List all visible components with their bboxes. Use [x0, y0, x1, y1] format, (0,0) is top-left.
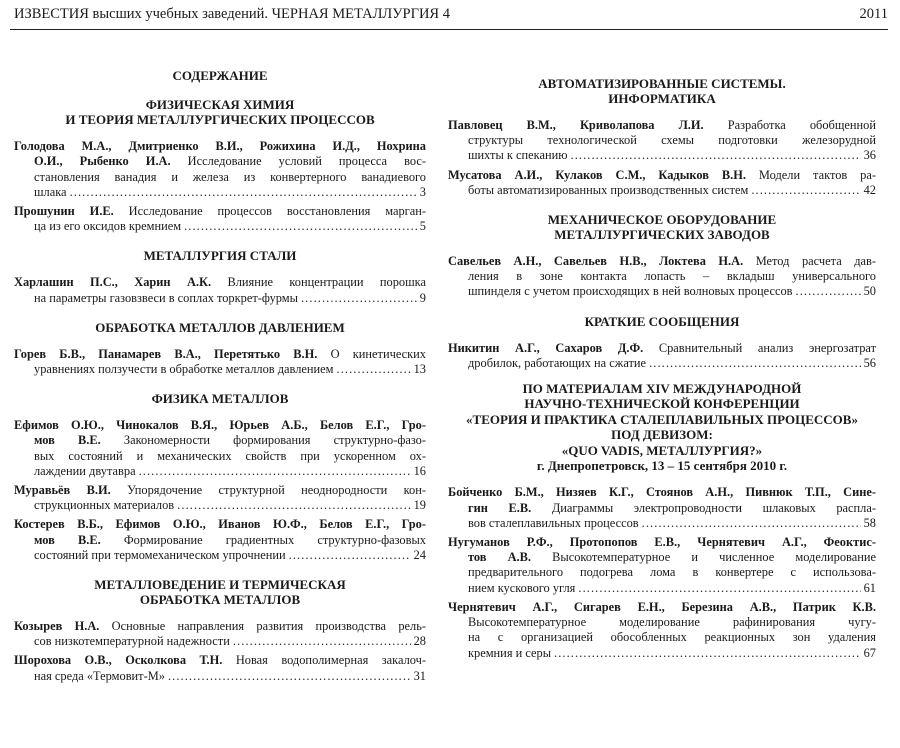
entry-line [14, 433, 426, 448]
entry-text: Формирование градиентных структурно-фазовых [100, 532, 426, 547]
conference-heading-line: НАУЧНО-ТЕХНИЧЕСКОЙ КОНФЕРЕНЦИИ [524, 396, 800, 412]
entry-text: дробилок, работающих на сжатие [468, 355, 647, 370]
dot-leader [642, 516, 861, 531]
entry-last-line [14, 362, 426, 377]
entry-last-line [14, 669, 426, 684]
entry-authors: Голодова М.А., Дмитриенко В.И., Рожихина И.Д., Нохрина [14, 139, 426, 154]
entry-text: боты автоматизированных производственных систем [468, 182, 749, 197]
entry-line [14, 347, 426, 362]
entry-line [448, 600, 876, 615]
conference-heading-line: «ТЕОРИЯ И ПРАКТИКА СТАЛЕПЛАВИЛЬНЫХ ПРОЦЕССОВ» [466, 411, 858, 427]
entry-line [14, 418, 426, 433]
toc-entry[interactable] [448, 168, 876, 198]
entry-last-line [14, 291, 426, 306]
conference-entries [448, 485, 876, 660]
page-number: 28 [413, 634, 426, 649]
entry-line [448, 485, 876, 500]
dot-leader [554, 646, 861, 661]
entry-text: ная среда «Термовит-М» [34, 668, 165, 683]
page-number: 9 [419, 290, 426, 305]
entry-line [448, 565, 876, 580]
entry-line [448, 168, 876, 183]
entry-authors: гин Е.В. [468, 500, 532, 515]
toc-entry[interactable] [14, 347, 426, 377]
entry-line [14, 619, 426, 634]
entry-line [448, 269, 876, 284]
entry-authors: Бойченко Б.М., Низяев К.Г., Стоянов А.Н., Пивнюк Т.П., Сине- [448, 485, 876, 500]
section-heading [14, 97, 426, 127]
entry-line [14, 275, 426, 290]
section-heading [448, 76, 876, 106]
entry-text: Высокотемпературное моделирование рафинирования чугу- [468, 615, 876, 630]
entry-text: Исследование процессов восстановления марган- [113, 204, 426, 219]
entry-text: Закономерности формирования структурно-фазо- [100, 433, 426, 448]
entry-text: вых состояний и механических свойств при ускоренном ох- [34, 448, 426, 463]
dot-leader [70, 185, 417, 200]
entry-text: нием кускового угля [468, 580, 576, 595]
entry-line [14, 204, 426, 219]
entry-authors: Нугуманов Р.Ф., Протопопов Е.В., Чернятевич А.Г., Феоктис- [448, 535, 876, 550]
entry-authors: Никитин А.Г., Сахаров Д.Ф. [448, 340, 644, 355]
entry-text: Влияние концентрации порошка [211, 275, 426, 290]
dot-leader [751, 183, 860, 198]
entry-line [448, 630, 876, 645]
section-heading-line: МЕТАЛЛУРГИЧЕСКИХ ЗАВОДОВ [554, 227, 770, 243]
section-heading [14, 320, 426, 335]
page-number: 36 [863, 148, 876, 163]
section-heading [448, 212, 876, 242]
entry-line [448, 501, 876, 516]
entry-text: Упорядочение структурной неоднородности кон- [110, 483, 426, 498]
entry-last-line [448, 148, 876, 163]
entry-text: вов сталеплавильных процессов [468, 515, 639, 530]
entry-line [14, 139, 426, 154]
conference-heading-line: «QUO VADIS, МЕТАЛЛУРГИЯ?» [561, 442, 763, 458]
entry-last-line [448, 581, 876, 596]
entry-text: Основные направления развития производства рель- [99, 619, 426, 634]
conference-heading-line: ПО МАТЕРИАЛАМ XIV МЕЖДУНАРОДНОЙ [522, 381, 802, 397]
page-number: 61 [863, 580, 876, 595]
entry-last-line [448, 646, 876, 661]
right-sections [448, 76, 876, 371]
entry-line [14, 653, 426, 668]
entry-last-line [448, 516, 876, 531]
entry-line [448, 254, 876, 269]
journal-title: ИЗВЕСТИЯ высших учебных заведений. ЧЕРНАЯ МЕТАЛЛУРГИЯ 4 [14, 6, 450, 22]
page-number: 3 [419, 184, 426, 199]
entry-last-line [448, 284, 876, 299]
dot-leader [578, 581, 860, 596]
toc-entry[interactable] [448, 485, 876, 531]
entry-text: состояний при термомеханическом упрочнении [34, 547, 286, 562]
section-heading-line: ОБРАБОТКА МЕТАЛЛОВ [139, 592, 301, 608]
entry-text: структуры технологической схемы подготовки железорудной [468, 133, 876, 148]
toc-entry[interactable] [14, 418, 426, 479]
dot-leader [177, 498, 410, 513]
entry-text: шлака [34, 184, 67, 199]
toc-entry[interactable] [14, 653, 426, 683]
left-column [14, 62, 426, 688]
toc-entry[interactable] [448, 600, 876, 661]
entry-text: струкционных материалов [34, 498, 175, 513]
toc-title: СОДЕРЖАНИЕ [172, 68, 268, 83]
entry-line [448, 550, 876, 565]
section-heading [14, 577, 426, 607]
entry-text: уравнениях ползучести в обработке металлов давлением [34, 362, 334, 377]
entry-text: Сравнительный анализ энергозатрат [643, 340, 876, 355]
entry-text: на с организацией обособленных реакционных зон удаления [468, 630, 876, 645]
entry-authors: Савельев А.Н., Савельев Н.В., Локтева Н.А. [448, 254, 744, 269]
entry-last-line [14, 634, 426, 649]
header-rule [10, 29, 888, 30]
toc-entry[interactable] [14, 139, 426, 200]
section-heading-line: И ТЕОРИЯ МЕТАЛЛУРГИЧЕСКИХ ПРОЦЕССОВ [65, 112, 375, 128]
left-sections [14, 97, 426, 684]
conference-heading [448, 381, 876, 473]
dot-leader [301, 291, 417, 306]
entry-line [14, 483, 426, 498]
entry-last-line [448, 183, 876, 198]
dot-leader [571, 148, 861, 163]
dot-leader [289, 548, 411, 563]
dot-leader [168, 669, 411, 684]
entry-line [448, 615, 876, 630]
dot-leader [184, 219, 417, 234]
toc-entry[interactable] [14, 619, 426, 649]
section-heading-line: МЕТАЛЛУРГИЯ СТАЛИ [143, 248, 297, 264]
entry-last-line [14, 498, 426, 513]
entry-last-line [14, 185, 426, 200]
toc-entry[interactable] [448, 254, 876, 300]
entry-authors: тов А.В. [468, 550, 532, 565]
entry-text: ца из его оксидов кремнием [34, 219, 182, 234]
entry-text: ления в зоне контакта лопасть – вкладыш универсального [468, 269, 876, 284]
page-number: 13 [413, 362, 426, 377]
toc-entry[interactable] [448, 118, 876, 164]
entry-last-line [448, 356, 876, 371]
page-number: 24 [413, 547, 426, 562]
entry-text: Высокотемпературное и численное моделирование [531, 550, 876, 565]
section-heading-line: КРАТКИЕ СООБЩЕНИЯ [584, 313, 740, 329]
section-heading-line: ФИЗИЧЕСКАЯ ХИМИЯ [145, 97, 295, 113]
right-column [448, 62, 876, 665]
page-number: 42 [863, 182, 876, 197]
entry-text: Исследование условий процесса вос- [170, 154, 426, 169]
page-number: 50 [863, 284, 876, 299]
conference-heading-line: г. Днепропетровск, 13 – 15 сентября 2010 г. [536, 458, 788, 474]
entry-text: О кинетических [317, 346, 426, 361]
page-number: 56 [863, 355, 876, 370]
section-heading-line: АВТОМАТИЗИРОВАННЫЕ СИСТЕМЫ. [538, 76, 786, 91]
conference-heading-line: ПОД ДЕВИЗОМ: [611, 427, 713, 443]
entry-text: сов низкотемпературной надежности [34, 634, 230, 649]
entry-text: кремния и серы [468, 645, 552, 660]
entry-authors: Костерев В.Б., Ефимов О.Ю., Иванов Ю.Ф., Белов Е.Г., Гро- [14, 517, 426, 532]
entry-last-line [14, 548, 426, 563]
page-number: 67 [863, 645, 876, 660]
entry-text: Модели тактов ра- [745, 167, 876, 182]
toc-entry[interactable] [448, 535, 876, 596]
journal-year: 2011 [859, 6, 888, 22]
dot-leader [233, 634, 411, 649]
entry-authors: Чернятевич А.Г., Сигарев Е.Н., Березина А.В., Патрик К.В. [448, 599, 876, 614]
entry-last-line [14, 219, 426, 234]
entry-text: Новая водополимерная закалоч- [222, 653, 426, 668]
running-header [14, 4, 890, 26]
section-heading [14, 391, 426, 406]
entry-last-line [14, 464, 426, 479]
page-number: 19 [413, 498, 426, 513]
entry-line [14, 154, 426, 169]
entry-line [448, 341, 876, 356]
entry-authors: мов В.Е. [34, 532, 101, 547]
entry-line [14, 533, 426, 548]
entry-authors: Горев Б.В., Панамарев В.А., Перетятько В.Н. [14, 346, 318, 361]
entry-authors: Павловец В.М., Криволапова Л.И. [448, 118, 704, 132]
entry-text: предварительного подогрева лома в конвертере с использова- [468, 565, 876, 580]
entry-text: на параметры газовзвеси в соплах торкрет-фурмы [34, 290, 298, 305]
toc-entry[interactable] [14, 275, 426, 305]
section-heading-line: МЕТАЛЛОВЕДЕНИЕ И ТЕРМИЧЕСКАЯ [94, 577, 346, 593]
page-number: 58 [863, 515, 876, 530]
entry-authors: Прошунин И.Е. [14, 204, 114, 219]
toc-entry[interactable] [14, 483, 426, 513]
entry-line [448, 133, 876, 148]
toc-entry[interactable] [448, 341, 876, 371]
section-heading [14, 248, 426, 263]
page-number: 31 [413, 668, 426, 683]
section-heading-line: МЕХАНИЧЕСКОЕ ОБОРУДОВАНИЕ [547, 212, 777, 228]
entry-authors: Мусатова А.И., Кулаков С.М., Кадыков В.Н. [448, 167, 746, 182]
entry-authors: Харлашин П.С., Харин А.К. [14, 275, 212, 290]
entry-text: лаждении двутавра [34, 463, 136, 478]
entry-text: шпинделя с учетом происходящих в ней волновых процессов [468, 284, 793, 299]
entry-text: Метод расчета дав- [743, 254, 876, 269]
entry-text: становления ванадия и железа из конвертерного ванадиевого [34, 169, 426, 184]
section-heading-line: ИНФОРМАТИКА [608, 91, 716, 106]
entry-line [448, 535, 876, 550]
entry-line [14, 449, 426, 464]
entry-text: шихты к спеканию [468, 148, 568, 163]
entry-line [14, 517, 426, 532]
entry-authors: мов В.Е. [34, 433, 101, 448]
entry-authors: Козырев Н.А. [14, 619, 100, 634]
entry-text: Диаграммы электропроводности шлаковых распла- [531, 500, 876, 515]
section-heading-line: ФИЗИКА МЕТАЛЛОВ [151, 391, 289, 407]
entry-line [14, 170, 426, 185]
page-number: 16 [413, 463, 426, 478]
dot-leader [337, 362, 411, 377]
toc-entry[interactable] [14, 204, 426, 234]
dot-leader [796, 284, 861, 299]
section-heading [448, 314, 876, 329]
page-number: 5 [419, 219, 426, 234]
entry-authors: О.И., Рыбенко И.А. [34, 154, 171, 169]
entry-authors: Муравьёв В.И. [14, 483, 111, 498]
entry-line [448, 118, 876, 133]
section-heading-line: ОБРАБОТКА МЕТАЛЛОВ ДАВЛЕНИЕМ [95, 319, 345, 335]
dot-leader [649, 356, 861, 371]
entry-text: Разработка обобщенной [703, 118, 876, 132]
entry-authors: Ефимов О.Ю., Чинокалов В.Я., Юрьев А.Б., Белов Е.Г., Гро- [14, 418, 426, 433]
toc-entry[interactable] [14, 517, 426, 563]
entry-authors: Шорохова О.В., Осколкова Т.Н. [14, 653, 223, 668]
dot-leader [139, 464, 411, 479]
